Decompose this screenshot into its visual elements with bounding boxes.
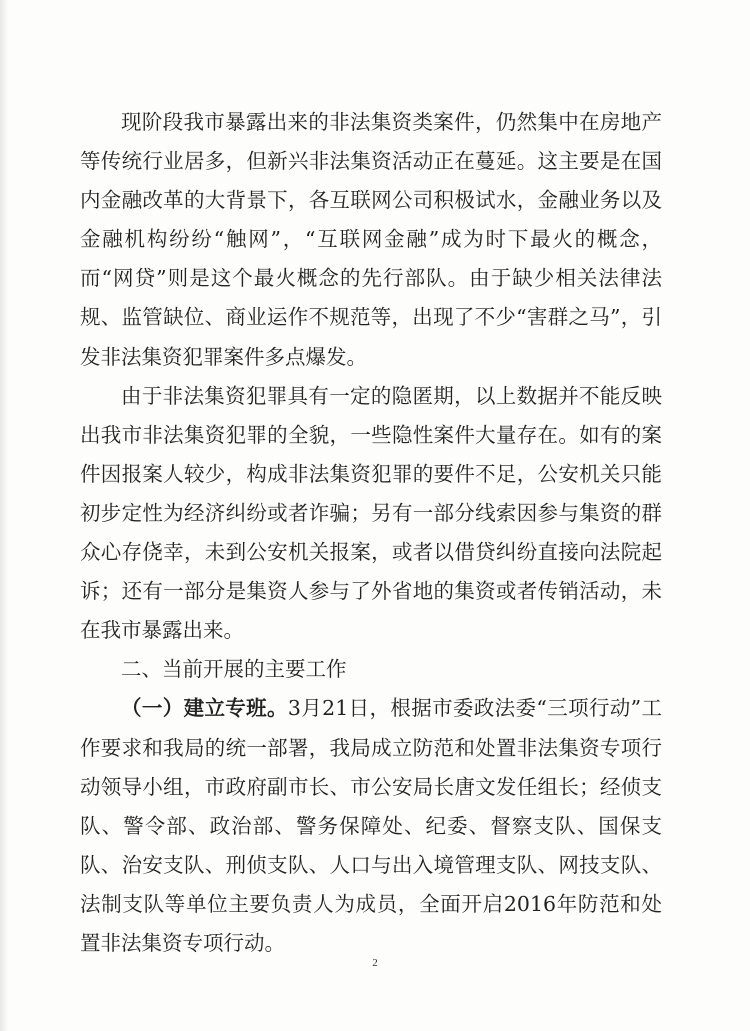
paragraph-hidden-cases: 由于非法集资犯罪具有一定的隐匿期，以上数据并不能反映出我市非法集资犯罪的全貌，一些隐性案件大量存在。如有的案件因报案人较少，构成非法集资犯罪的要件不足，公安机关只能初步定性为经济纠纷或者诈骗；另有一部分线索因参与集资的群众心存侥幸，未到公安机关报案，或者以借贷纠纷直接向法院起诉；还有一部分是集资人参与了外省地的集资或者传销活动，未在我市暴露出来。: [80, 383, 662, 643]
paragraph-task-force: [80, 689, 662, 963]
section-heading: 二、当前开展的主要工作: [121, 657, 347, 682]
document-body: [80, 103, 662, 963]
page-number: 2: [372, 957, 378, 969]
paragraph-illegal-fundraising-status: 现阶段我市暴露出来的非法集资类案件，仍然集中在房地产等传统行业居多，但新兴非法集资活动正在蔓延。这主要是在国内金融改革的大背景下，各互联网公司积极试水，金融业务以及金融机构纷纷“触网”，“互联网金融”成为时下最火的概念，而“网贷”则是这个最火概念的先行部队。由于缺少相关法律法规、监管缺位、商业运作不规范等，出现了不少“害群之马”，引发非法集资犯罪案件多点爆发。: [80, 110, 662, 369]
subsection-heading: （一）建立专班。: [121, 696, 288, 721]
subsection-body: 3月21日，根据市委政法委“三项行动”工作要求和我局的统一部署，我局成立防范和处置非法集资专项行动领导小组，市政府副市长、市公安局长唐文发任组长；经侦支队、警令部、政治部、警务保障处、纪委、督察支队、国保支队、治安支队、刑侦支队、人口与出入境管理支队、网技支队、法制支队等单位主要负责人为成员，全面开启2016年防范和处置非法集资专项行动。: [80, 696, 663, 955]
scan-edge-shadow: [0, 0, 8, 1031]
